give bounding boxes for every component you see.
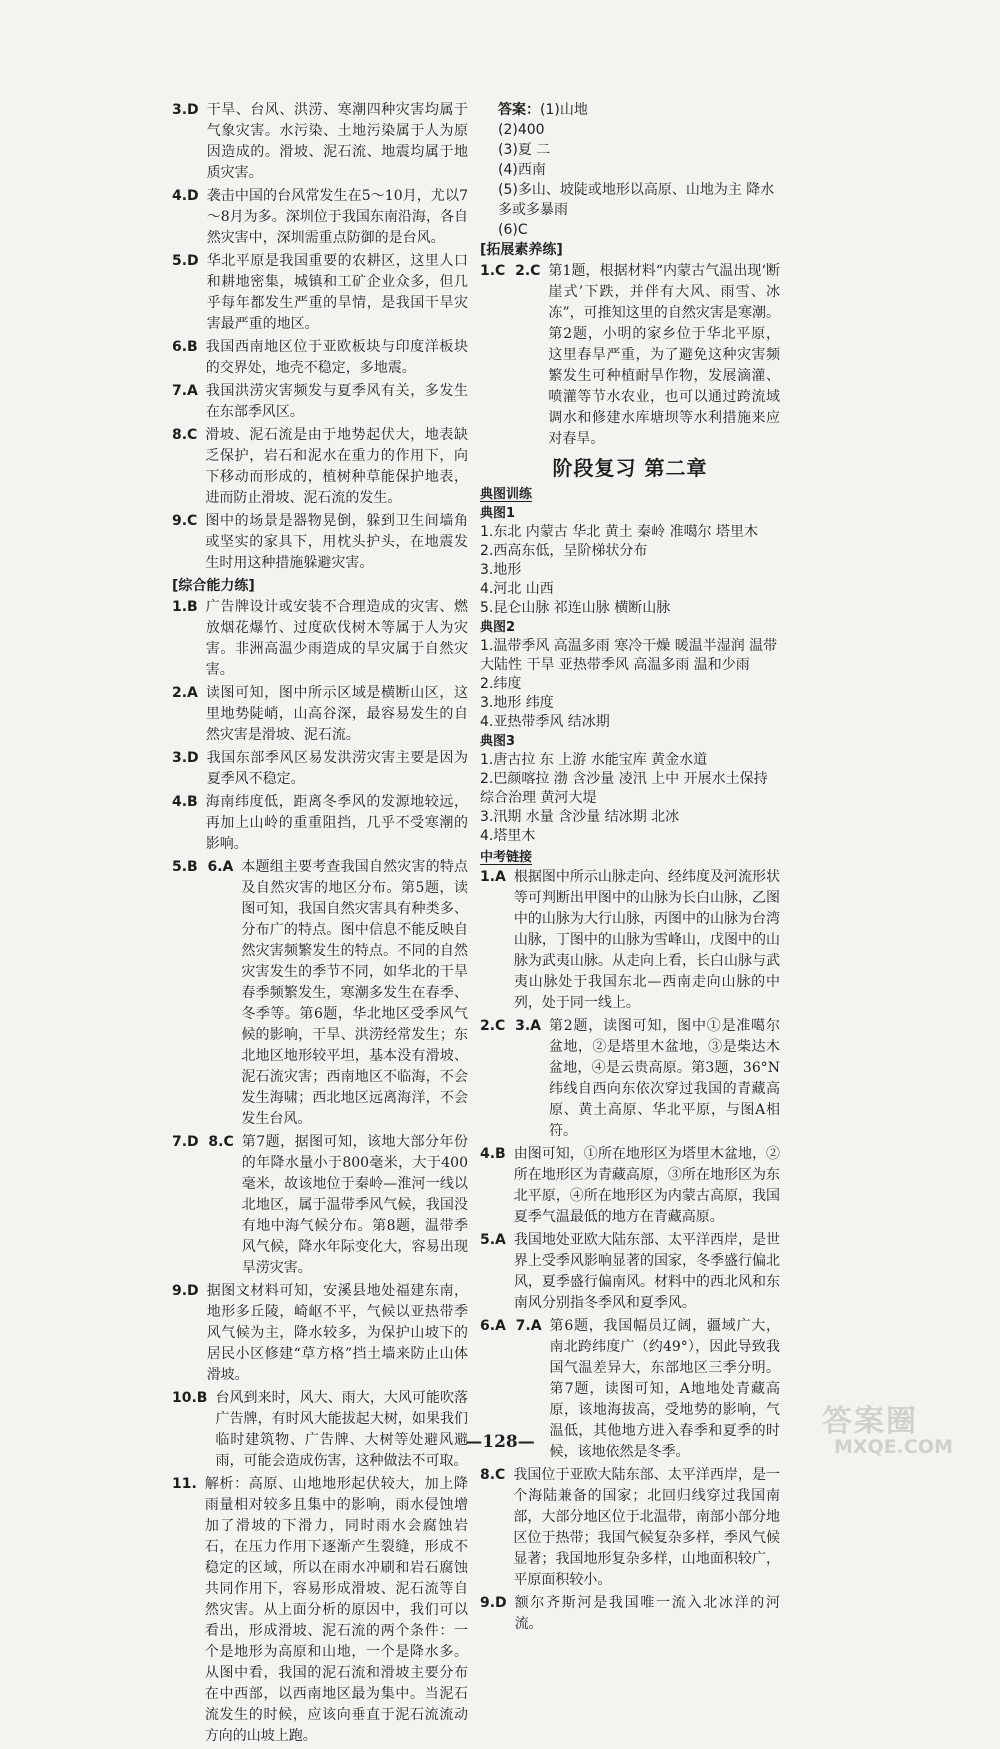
- diantu-answer-line: 1.东北 内蒙古 华北 黄土 秦岭 准噶尔 塔里木: [480, 524, 759, 540]
- answer-number: 10.B: [172, 1390, 208, 1406]
- diantu-answer-line: 4.亚热带季风 结冰期: [480, 714, 610, 730]
- diantu-answer-line: 2.纬度: [480, 676, 522, 692]
- answer-number: 6.A 7.A: [480, 1318, 542, 1334]
- answer-entry: [480, 867, 780, 1014]
- answer-number: 9.D: [480, 1595, 507, 1611]
- section-label-tuozhan: [拓展素养练]: [480, 242, 563, 258]
- answer-entry: [480, 1016, 780, 1142]
- answer-number: 5.A: [480, 1232, 506, 1248]
- diantu-answer-line: 3.地形 纬度: [480, 695, 554, 711]
- diantu-answer-line: 2.巴颜喀拉 渤 含沙量 凌汛 上中 开展水土保持综合治理 黄河大堤: [480, 771, 768, 806]
- answer-entry: [172, 251, 468, 335]
- answer-number: 8.C: [172, 427, 198, 443]
- diantu-answer-line: 5.昆仑山脉 祁连山脉 横断山脉: [480, 600, 671, 616]
- answer-explanation: 第2题，读图可知，图中①是准噶尔盆地，②是塔里木盆地，③是柴达木盆地，④是云贵高原。第3题，36°N纬线自西向东依次穿过我国的青藏高原、黄土高原、华北平原，与图A相符。: [548, 1018, 780, 1139]
- answer-entry: [172, 1281, 468, 1386]
- diantu-answer-line: 1.唐古拉 东 上游 水能宝库 黄金水道: [480, 752, 708, 768]
- diantu-answer-line: 4.河北 山西: [480, 581, 554, 597]
- diantu-answer-line: 2.西高东低，呈阶梯状分布: [480, 543, 648, 559]
- answer-line-first: [480, 100, 780, 120]
- section-label-diantu: 典图训练: [480, 487, 533, 502]
- answer-number: 4.B: [480, 1146, 506, 1162]
- answer-number: 1.A: [480, 869, 506, 885]
- watermark-logo: 答案圈: [822, 1404, 918, 1439]
- answer-entry: [172, 511, 468, 574]
- answer-explanation: 我国西南地区位于亚欧板块与印度洋板块的交界处，地壳不稳定，多地震。: [205, 339, 468, 376]
- diantu-groups: [480, 504, 780, 846]
- answer-item: (2)400: [498, 122, 545, 138]
- answer-number: 2.A: [172, 685, 198, 701]
- answer-explanation: 袭击中国的台风常发生在5～10月，尤以7～8月为多。深圳位于我国东南沿海，各自然灾害中，深圳需重点防御的是台风。: [206, 188, 468, 246]
- answer-explanation: 我国洪涝灾害频发与夏季风有关，多发生在东部季风区。: [205, 383, 468, 420]
- answer-entry: [172, 337, 468, 379]
- answer-number: 5.D: [172, 253, 199, 269]
- answer-explanation: 由图可知，①所在地形区为塔里木盆地，②所在地形区为青藏高原，③所在地形区为东北平原，④所在地形区为内蒙古高原，我国夏季气温最低的地方在青藏高原。: [513, 1146, 780, 1225]
- answer-entry: [172, 597, 468, 681]
- answer-entry: [172, 381, 468, 423]
- answer-explanation: 我国位于亚欧大陆东部、太平洋西岸，是一个海陆兼备的国家；北回归线穿过我国南部，大部分地区位于北温带，南部小部分地区位于热带；我国气候复杂多样，季风气候显著；我国地形复杂多样，山地面积较广，平原面积较小。: [513, 1467, 780, 1588]
- diantu-group-label: 典图1: [480, 506, 516, 521]
- answer-entry: [480, 261, 780, 450]
- answer-number: 9.C: [172, 513, 198, 529]
- answer-item: (1)山地: [540, 102, 588, 118]
- answer-explanation: 第6题，我国幅员辽阔，疆域广大，南北跨纬度广（约49°），因此导致我国气温差异大，东部地区三季分明。第7题，读图可知，A地地处青藏高原，该地海拔高，受地势的影响，气温低，其他地方进入春季和夏季的时候，该地依然是冬季。: [549, 1318, 780, 1460]
- left-column: [172, 100, 468, 1749]
- answer-number: 7.D 8.C: [172, 1134, 234, 1150]
- answer-number: 2.C 3.A: [480, 1018, 541, 1034]
- answer-number: 1.C 2.C: [480, 263, 541, 279]
- answer-item: (6)C: [498, 222, 528, 238]
- answer-number: 7.A: [172, 383, 198, 399]
- chapter-title: 阶段复习 第二章: [552, 456, 708, 480]
- answer-item: (5)多山、坡陡或地形以高原、山地为主 降水多或多暴雨: [498, 182, 775, 218]
- answer-number: 1.B: [172, 599, 198, 615]
- answer-entry: [480, 1144, 780, 1228]
- diantu-group-label: 典图3: [480, 734, 516, 749]
- watermark: [822, 1396, 972, 1462]
- answer-explanation: 图中的场景是器物晃倒，躲到卫生间墙角或坚实的家具下，用枕头护头，在地震发生时用这种措施躲避灾害。: [205, 513, 468, 571]
- answer-explanation: 据图文材料可知，安溪县地处福建东南，地形多丘陵，崎岖不平，气候以亚热带季风气候为主，降水较多，为保护山坡下的居民小区修建“草方格”挡土墙来防止山体滑坡。: [206, 1283, 468, 1383]
- answer-entry: [172, 186, 468, 249]
- answer-explanation: 干旱、台风、洪涝、寒潮四种灾害均属于气象灾害。水污染、土地污染属于人为原因造成的。滑坡、泥石流、地震均属于地质灾害。: [206, 102, 468, 181]
- answer-explanation: 广告牌设计或安装不合理造成的灾害、燃放烟花爆竹、过度砍伐树木等属于人为灾害。非洲高温少雨造成的旱灾属于自然灾害。: [205, 599, 468, 678]
- watermark-url: MXQE.COM: [834, 1436, 953, 1458]
- answer-explanation: 滑坡、泥石流是由于地势起伏大，地表缺乏保护，岩石和泥水在重力的作用下，向下移动而形成的，植树种草能保护地表，进而防止滑坡、泥石流的发生。: [205, 427, 468, 506]
- page-number: —128—: [465, 1432, 535, 1452]
- answer-entry: [172, 1132, 468, 1279]
- diantu-answer-line: 3.地形: [480, 562, 522, 578]
- answer-explanation: 根据图中所示山脉走向、经纬度及河流形状等可判断出甲图中的山脉为长白山脉，乙图中的山脉为大行山脉，丙图中的山脉为台湾山脉，丁图中的山脉为雪峰山，戊图中的山脉为武夷山脉。从走向上看，长白山脉与武夷山脉处于我国东北—西南走向山脉的中列，处于同一线上。: [513, 869, 780, 1011]
- answer-entry: [480, 1593, 780, 1635]
- answer-explanation: 海南纬度低，距离冬季风的发源地较远，再加上山岭的重重阻挡，几乎不受寒潮的影响。: [205, 794, 468, 852]
- answer-explanation: 额尔齐斯河是我国唯一流入北冰洋的河流。: [514, 1595, 780, 1632]
- diantu-answer-line: 3.汛期 水量 含沙量 结冰期 北冰: [480, 809, 680, 825]
- answer-entry: [172, 1474, 468, 1747]
- answer-number: 5.B 6.A: [172, 859, 234, 875]
- answer-explanation: 读图可知，图中所示区域是横断山区，这里地势陡峭，山高谷深，最容易发生的自然灾害是滑坡、泥石流。: [205, 685, 468, 743]
- diantu-answer-line: 1.温带季风 高温多雨 寒冷干燥 暖温半湿润 温带大陆性 干旱 亚热带季风 高温多雨 温和少雨: [480, 638, 778, 673]
- answer-entry: [172, 425, 468, 509]
- answer-number: 3.D: [172, 750, 199, 766]
- answer-entry: [172, 683, 468, 746]
- answer-explanation: 第1题，根据材料“内蒙古气温出现‘断崖式’下跌，并伴有大风、雨雪、冰冻”，可推知这里的自然灾害是寒潮。第2题，小明的家乡位于华北平原，这里春旱严重，为了避免这种灾害频繁发生可种植耐旱作物，发展滴灌、喷灌等节水农业，也可以通过跨流域调水和修建水库塘坝等水利措施来应对春旱。: [548, 263, 780, 447]
- answer-entry: [172, 748, 468, 790]
- section-label-zonghe: [综合能力练]: [172, 578, 255, 594]
- answer-entry: [480, 1230, 780, 1314]
- answer-number: 4.D: [172, 188, 199, 204]
- answer-entry: [172, 857, 468, 1130]
- answer-explanation: 台风到来时，风大、雨大，大风可能吹落广告牌，有时风大能拔起大树，如果我们临时建筑物、广告牌、大树等处避风避雨，可能会造成伤害，这种做法不可取。: [215, 1390, 468, 1469]
- answer-entry: [172, 1388, 468, 1472]
- answer-label: 答案：: [498, 102, 540, 118]
- answer-entry: [172, 100, 468, 184]
- answer-item: (4)西南: [498, 162, 546, 178]
- answer-entry: [480, 1465, 780, 1591]
- answer-number: 6.B: [172, 339, 198, 355]
- answer-explanation: 本题组主要考查我国自然灾害的特点及自然灾害的地区分布。第5题，读图可知，我国自然灾害具有种类多、分布广的特点。图中信息不能反映自然灾害频繁发生的特点。不同的自然灾害发生的季节不同，如华北的干旱春季频繁发生，寒潮多发生在春季、冬季等。第6题，华北地区受季风气候的影响，干旱、洪涝经常发生；东北地区地形较平坦，基本没有滑坡、泥石流灾害；西南地区不临海，不会发生海啸；西北地区远离海洋，不会发生台风。: [241, 859, 468, 1127]
- right-column: [480, 100, 780, 1637]
- answer-number: 9.D: [172, 1283, 199, 1299]
- answer-explanation: 第7题，据图可知，该地大部分年份的年降水量小于800毫米，大于400毫米，故该地位于秦岭—淮河一线以北地区，属于温带季风气候，我国没有地中海气候分布。第8题，温带季风气候，降水年际变化大，容易出现旱涝灾害。: [241, 1134, 468, 1276]
- answer-number: 3.D: [172, 102, 199, 118]
- answer-entry: [172, 792, 468, 855]
- answer-explanation: 我国地处亚欧大陆东部、太平洋西岸，是世界上受季风影响显著的国家，冬季盛行偏北风，夏季盛行偏南风。材料中的西北风和东南风分别指冬季风和夏季风。: [513, 1232, 780, 1311]
- diantu-answer-line: 4.塔里木: [480, 828, 536, 844]
- diantu-group-label: 典图2: [480, 620, 516, 635]
- answer-item: (3)夏 二: [498, 142, 551, 158]
- answer-number: 4.B: [172, 794, 198, 810]
- zhongkao-entries: [480, 867, 780, 1635]
- section-label-zhongkao: 中考链接: [480, 850, 533, 865]
- answer-number: 8.C: [480, 1467, 506, 1483]
- answer-number: 11.: [172, 1476, 197, 1492]
- answer-explanation: 我国东部季风区易发洪涝灾害主要是因为夏季风不稳定。: [206, 750, 468, 787]
- answer-explanation: 华北平原是我国重要的农耕区，这里人口和耕地密集，城镇和工矿企业众多，但几乎每年都发生严重的旱情，是我国干旱灾害最严重的地区。: [206, 253, 468, 332]
- answer-explanation: 解析：高原、山地地形起伏较大，加上降雨量相对较多且集中的影响，雨水侵蚀增加了滑坡的下滑力，同时雨水会腐蚀岩石，在压力作用下逐渐产生裂缝，形成不稳定的区域，所以在雨水冲刷和岩石腐蚀共同作用下，容易形成滑坡、泥石流等自然灾害。从上面分析的原因中，我们可以看出，形成滑坡、泥石流的两个条件：一个是地形为高原和山地，一个是降水多。从图中看，我国的泥石流和滑坡主要分布在中西部，以西南地区最为集中。当泥石流发生的时候，应该向垂直于泥石流流动方向的山坡上跑。: [204, 1476, 468, 1744]
